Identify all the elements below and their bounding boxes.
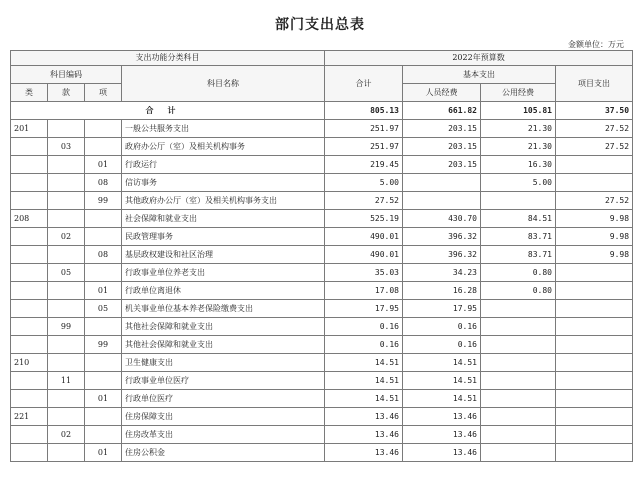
cell-project [556,372,633,390]
cell-project [556,174,633,192]
cell-lei [11,318,48,336]
cell-personnel: 34.23 [403,264,481,282]
cell-project: 27.52 [556,138,633,156]
cell-total: 525.19 [325,210,403,228]
cell-personnel: 430.70 [403,210,481,228]
total-sum: 805.13 [325,102,403,120]
cell-total: 13.46 [325,444,403,462]
cell-subject-name: 行政运行 [122,156,325,174]
cell-subject-name: 民政管理事务 [122,228,325,246]
amount-unit: 金额单位：万元 [568,40,624,49]
cell-public: 83.71 [481,246,556,264]
table-row [11,246,633,264]
cell-total: 490.01 [325,246,403,264]
cell-kuan [48,120,85,138]
cell-xiang: 08 [85,174,122,192]
cell-personnel: 203.15 [403,156,481,174]
table-row [11,408,633,426]
cell-kuan: 02 [48,228,85,246]
cell-total: 13.46 [325,426,403,444]
cell-xiang: 05 [85,300,122,318]
cell-subject-name: 其他社会保障和就业支出 [122,318,325,336]
cell-kuan [48,210,85,228]
total-project: 37.50 [556,102,633,120]
cell-personnel: 203.15 [403,120,481,138]
cell-project: 9.98 [556,210,633,228]
cell-total: 13.46 [325,408,403,426]
table-row [11,156,633,174]
header-subject-code: 科目编码 [11,66,122,84]
cell-total: 251.97 [325,138,403,156]
cell-subject-name: 一般公共服务支出 [122,120,325,138]
cell-xiang [85,426,122,444]
cell-kuan: 02 [48,426,85,444]
table-row [11,120,633,138]
cell-xiang: 08 [85,246,122,264]
cell-public: 21.30 [481,120,556,138]
cell-personnel [403,192,481,210]
cell-subject-name: 社会保障和就业支出 [122,210,325,228]
header-public: 公用经费 [481,84,556,102]
header-func-class: 支出功能分类科目 [11,51,325,66]
cell-total: 5.00 [325,174,403,192]
cell-subject-name: 住房公积金 [122,444,325,462]
cell-public: 16.30 [481,156,556,174]
cell-kuan [48,408,85,426]
cell-project: 27.52 [556,192,633,210]
cell-kuan: 03 [48,138,85,156]
cell-project [556,300,633,318]
cell-project: 9.98 [556,228,633,246]
header-project: 项目支出 [556,66,633,102]
cell-kuan [48,156,85,174]
cell-total: 35.03 [325,264,403,282]
cell-lei: 210 [11,354,48,372]
cell-project [556,390,633,408]
header-total: 合计 [325,66,403,102]
cell-public: 83.71 [481,228,556,246]
cell-total: 0.16 [325,318,403,336]
cell-subject-name: 行政单位离退休 [122,282,325,300]
table-row [11,390,633,408]
cell-lei [11,246,48,264]
header-lei: 类 [11,84,48,102]
cell-project: 9.98 [556,246,633,264]
cell-lei [11,174,48,192]
total-row [11,102,633,120]
cell-subject-name: 行政事业单位养老支出 [122,264,325,282]
cell-xiang: 01 [85,282,122,300]
cell-kuan [48,444,85,462]
cell-lei [11,156,48,174]
header-kuan: 款 [48,84,85,102]
cell-subject-name: 信访事务 [122,174,325,192]
cell-project [556,408,633,426]
cell-public [481,354,556,372]
cell-kuan [48,336,85,354]
cell-public [481,426,556,444]
cell-total: 0.16 [325,336,403,354]
table-row [11,192,633,210]
cell-total: 27.52 [325,192,403,210]
cell-personnel: 0.16 [403,318,481,336]
header-basic: 基本支出 [403,66,556,84]
cell-subject-name: 其他政府办公厅（室）及相关机构事务支出 [122,192,325,210]
cell-kuan [48,282,85,300]
cell-kuan [48,354,85,372]
cell-public: 21.30 [481,138,556,156]
cell-lei: 221 [11,408,48,426]
cell-kuan [48,300,85,318]
cell-total: 14.51 [325,354,403,372]
cell-kuan: 99 [48,318,85,336]
cell-lei [11,390,48,408]
cell-subject-name: 政府办公厅（室）及相关机构事务 [122,138,325,156]
cell-kuan [48,246,85,264]
cell-public: 0.80 [481,264,556,282]
cell-public [481,318,556,336]
expenditure-table [10,50,633,462]
cell-public [481,192,556,210]
cell-kuan [48,192,85,210]
cell-public [481,372,556,390]
cell-personnel: 0.16 [403,336,481,354]
cell-xiang [85,228,122,246]
cell-project [556,354,633,372]
cell-project: 27.52 [556,120,633,138]
header-budget-year: 2022年预算数 [325,51,633,66]
table-row [11,228,633,246]
cell-lei [11,192,48,210]
table-row [11,282,633,300]
cell-total: 14.51 [325,372,403,390]
cell-project [556,444,633,462]
table-row [11,318,633,336]
cell-xiang [85,318,122,336]
cell-personnel: 14.51 [403,390,481,408]
table-row [11,426,633,444]
cell-public [481,444,556,462]
cell-public [481,408,556,426]
table-row [11,372,633,390]
cell-public: 0.80 [481,282,556,300]
cell-personnel: 396.32 [403,228,481,246]
cell-xiang: 99 [85,336,122,354]
cell-lei [11,264,48,282]
cell-project [556,282,633,300]
table-row [11,300,633,318]
cell-subject-name: 行政单位医疗 [122,390,325,408]
cell-lei [11,336,48,354]
table-row [11,336,633,354]
cell-personnel: 14.51 [403,372,481,390]
cell-personnel: 13.46 [403,444,481,462]
table-row [11,444,633,462]
cell-kuan: 05 [48,264,85,282]
cell-personnel: 13.46 [403,426,481,444]
cell-xiang [85,120,122,138]
total-personnel: 661.82 [403,102,481,120]
cell-subject-name: 行政事业单位医疗 [122,372,325,390]
cell-lei: 201 [11,120,48,138]
cell-subject-name: 其他社会保障和就业支出 [122,336,325,354]
cell-total: 251.97 [325,120,403,138]
cell-public [481,300,556,318]
header-subject-name: 科目名称 [122,66,325,102]
cell-lei [11,300,48,318]
cell-project [556,264,633,282]
table-row [11,210,633,228]
cell-xiang [85,354,122,372]
cell-total: 14.51 [325,390,403,408]
total-label: 合计 [11,102,325,120]
cell-personnel: 14.51 [403,354,481,372]
cell-personnel: 16.28 [403,282,481,300]
cell-subject-name: 住房改革支出 [122,426,325,444]
cell-personnel: 396.32 [403,246,481,264]
cell-subject-name: 卫生健康支出 [122,354,325,372]
cell-total: 219.45 [325,156,403,174]
cell-project [556,426,633,444]
cell-project [556,156,633,174]
cell-xiang [85,138,122,156]
cell-total: 17.08 [325,282,403,300]
cell-kuan [48,390,85,408]
cell-xiang [85,210,122,228]
table-row [11,138,633,156]
cell-public [481,390,556,408]
cell-project [556,318,633,336]
cell-lei [11,426,48,444]
cell-xiang [85,264,122,282]
cell-public [481,336,556,354]
cell-public: 5.00 [481,174,556,192]
page-title: 部门支出总表 [275,17,365,33]
cell-lei [11,138,48,156]
cell-lei [11,444,48,462]
cell-total: 17.95 [325,300,403,318]
cell-public: 84.51 [481,210,556,228]
cell-kuan [48,174,85,192]
cell-lei [11,372,48,390]
table-row [11,354,633,372]
table-row [11,174,633,192]
cell-project [556,336,633,354]
total-public: 105.81 [481,102,556,120]
table-row [11,264,633,282]
cell-xiang [85,408,122,426]
cell-xiang: 01 [85,156,122,174]
cell-lei [11,228,48,246]
cell-xiang: 99 [85,192,122,210]
cell-personnel [403,174,481,192]
cell-kuan: 11 [48,372,85,390]
cell-xiang: 01 [85,390,122,408]
cell-total: 490.01 [325,228,403,246]
cell-lei: 208 [11,210,48,228]
header-xiang: 项 [85,84,122,102]
cell-xiang [85,372,122,390]
cell-subject-name: 机关事业单位基本养老保险缴费支出 [122,300,325,318]
cell-personnel: 13.46 [403,408,481,426]
cell-subject-name: 基层政权建设和社区治理 [122,246,325,264]
header-personnel: 人员经费 [403,84,481,102]
cell-subject-name: 住房保障支出 [122,408,325,426]
cell-lei [11,282,48,300]
cell-personnel: 17.95 [403,300,481,318]
cell-xiang: 01 [85,444,122,462]
cell-personnel: 203.15 [403,138,481,156]
